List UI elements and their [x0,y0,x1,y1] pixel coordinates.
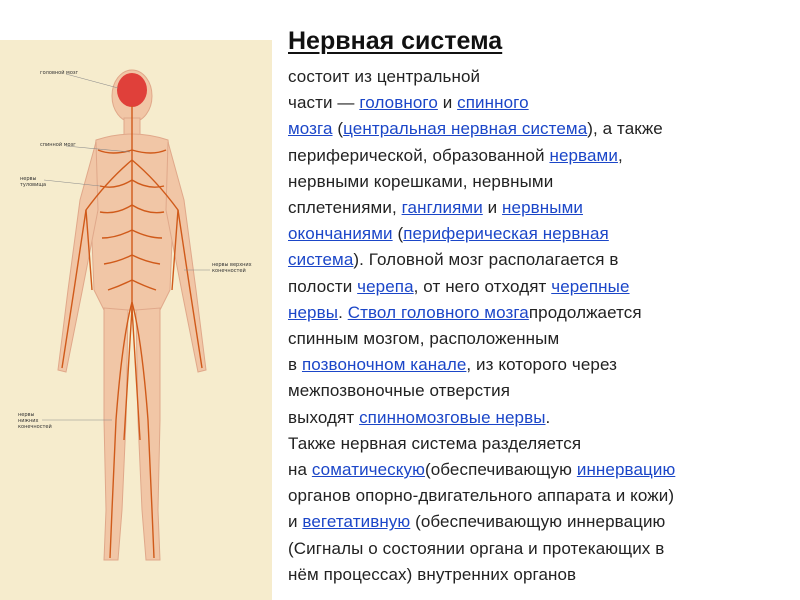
brain-shape [117,73,147,107]
article-link[interactable]: вегетативную [302,512,411,532]
text-segment: и [437,93,458,113]
text-segment: (Сигналы о состоянии органа и протекающих в [288,538,665,558]
text-segment: и [288,512,303,532]
text-line [288,64,798,90]
text-line [288,326,798,352]
text-segment: ), а также [587,119,663,139]
text-line [288,405,798,431]
text-segment: выходят [288,407,360,427]
text-line [288,536,798,562]
text-line [288,509,798,535]
figure-label-leg-nerves: нервы нижних конечностей [18,412,52,430]
article-link[interactable]: черепа [357,276,414,296]
text-segment: периферической, образованной [288,145,550,165]
article-link[interactable]: спинного [457,93,529,113]
text-line [288,195,798,221]
text-segment: , от него отходят [413,276,552,296]
article-link[interactable]: система [288,250,354,270]
text-segment: ( [392,224,404,244]
article-link[interactable]: черепные [551,276,630,296]
figure-label-brain: головной мозг [40,70,79,76]
article-link[interactable]: нервными [502,198,583,218]
text-segment: на [288,460,312,480]
article-link[interactable]: нервы [288,302,339,322]
article-link[interactable]: мозга [288,119,333,139]
text-segment: состоит из центральной [288,67,481,86]
text-segment: нём процессах) внутренних органов [288,564,577,584]
text-segment: в [288,355,302,375]
article-link[interactable]: нервами [549,145,618,165]
text-line [288,221,798,247]
text-line [288,116,798,142]
text-line [288,562,798,588]
text-line [288,483,798,509]
figure-label-arm-nerves: нервы верхних конечностей [212,262,252,274]
text-segment: органов опорно-двигательного аппарата и кожи) [288,486,675,506]
text-line [288,352,798,378]
article-link[interactable]: окончаниями [288,224,393,244]
text-segment: спинным мозгом, расположенным [288,329,560,349]
text-segment: межпозвоночные отверстия [288,381,510,401]
article-link[interactable]: центральная нервная система [343,119,588,139]
article-link[interactable]: соматическую [311,460,425,480]
text-segment: . [338,302,348,322]
text-segment: , [617,145,623,165]
text-segment: полости [288,276,358,296]
text-line [288,300,798,326]
article-body [288,64,798,588]
text-line [288,457,798,483]
article-link[interactable]: Ствол головного мозга [347,302,529,322]
text-line [288,274,798,300]
text-segment: сплетениями, [288,198,402,218]
text-line [288,247,798,273]
text-segment: ). Головной мозг располагается в [353,250,619,270]
text-segment: части — [288,93,360,113]
text-line [288,378,798,404]
article-link[interactable]: спинномозговые нервы [359,407,546,427]
text-segment: продолжается [528,302,642,322]
article-link[interactable]: головного [359,93,438,113]
nervous-system-figure [0,40,272,600]
text-line [288,431,798,457]
text-line [288,90,798,116]
article-link[interactable]: позвоночном канале [301,355,467,375]
text-segment: (обеспечивающую [424,460,577,480]
text-segment: ( [332,119,344,139]
article-link[interactable]: ганглиями [401,198,483,218]
article-link[interactable]: иннервацию [576,460,676,480]
article [288,26,798,588]
figure-label-spinal-cord: спинной мозг [40,142,76,148]
text-segment: Также нервная система разделяется [288,433,582,453]
article-link[interactable]: периферическая нервная [403,224,609,244]
text-segment: (обеспечивающую иннервацию [410,512,666,532]
text-segment: . [545,407,551,427]
figure-label-trunk-nerves: нервы туловища [20,176,47,188]
text-segment: нервными корешками, нервными [288,171,554,191]
text-line [288,169,798,195]
text-segment: , из которого через [466,355,618,375]
page-title: Нервная система [288,27,503,55]
text-segment: и [482,198,503,218]
anatomy-illustration [0,40,272,600]
nerves [62,106,202,558]
text-line [288,143,798,169]
